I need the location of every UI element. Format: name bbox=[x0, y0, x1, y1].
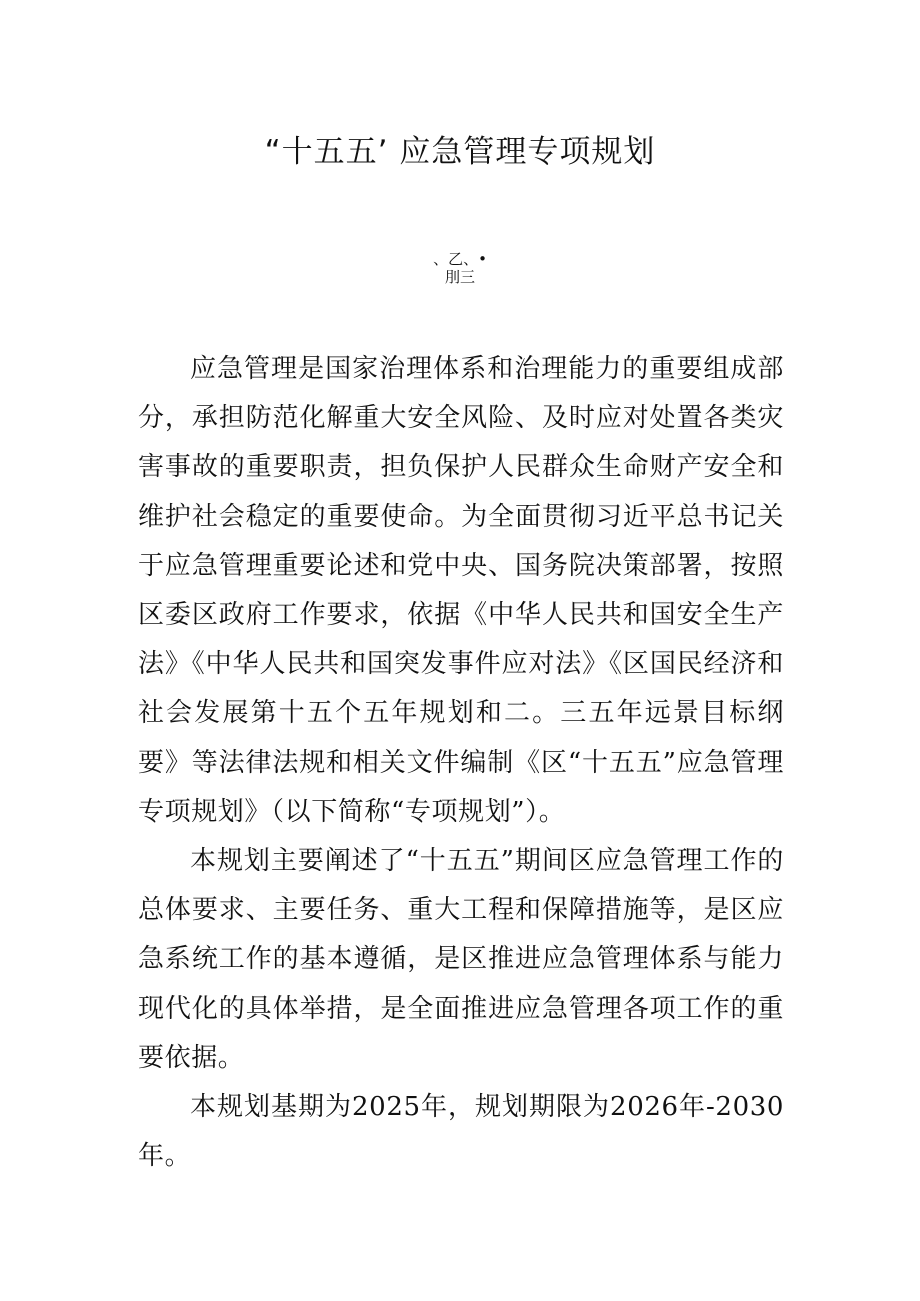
paragraph-scope: 本规划主要阐述了“十五五”期间区应急管理工作的总体要求、主要任务、重大工程和保障措施等，是区应急系统工作的基本遵循，是区推进应急管理体系与能力现代化的具体举措，是全面推进应急管理各项工作的重要依据。 bbox=[138, 846, 784, 1073]
section-heading-line-2: 刖三 bbox=[444, 268, 475, 286]
document-body bbox=[138, 345, 784, 1181]
paragraph-preface: 应急管理是国家治理体系和治理能力的重要组成部分，承担防范化解重大安全风险、及时应对处置各类灾害事故的重要职责，担负保护人民群众生命财产安全和维护社会稳定的重要使命。为全面贯彻习近平总书记关于应急管理重要论述和党中央、国务院决策部署，按照区委区政府工作要求，依据《中华人民共和国安全生产法》《中华人民共和国突发事件应对法》《区国民经济和社会发展第十五个五年规划和二。三五年远景目标纲要》等法律法规和相关文件编制《区“十五五”应急管理专项规划》（以下简称“专项规划”）。 bbox=[138, 354, 784, 827]
paragraph-period: 本规划基期为2025年，规划期限为2026年-2030年。 bbox=[138, 1092, 784, 1172]
document-title: “十五五’ 应急管理专项规划 bbox=[264, 134, 656, 170]
section-heading bbox=[0, 250, 920, 286]
section-heading-line-1: 、乙、• bbox=[433, 250, 487, 268]
